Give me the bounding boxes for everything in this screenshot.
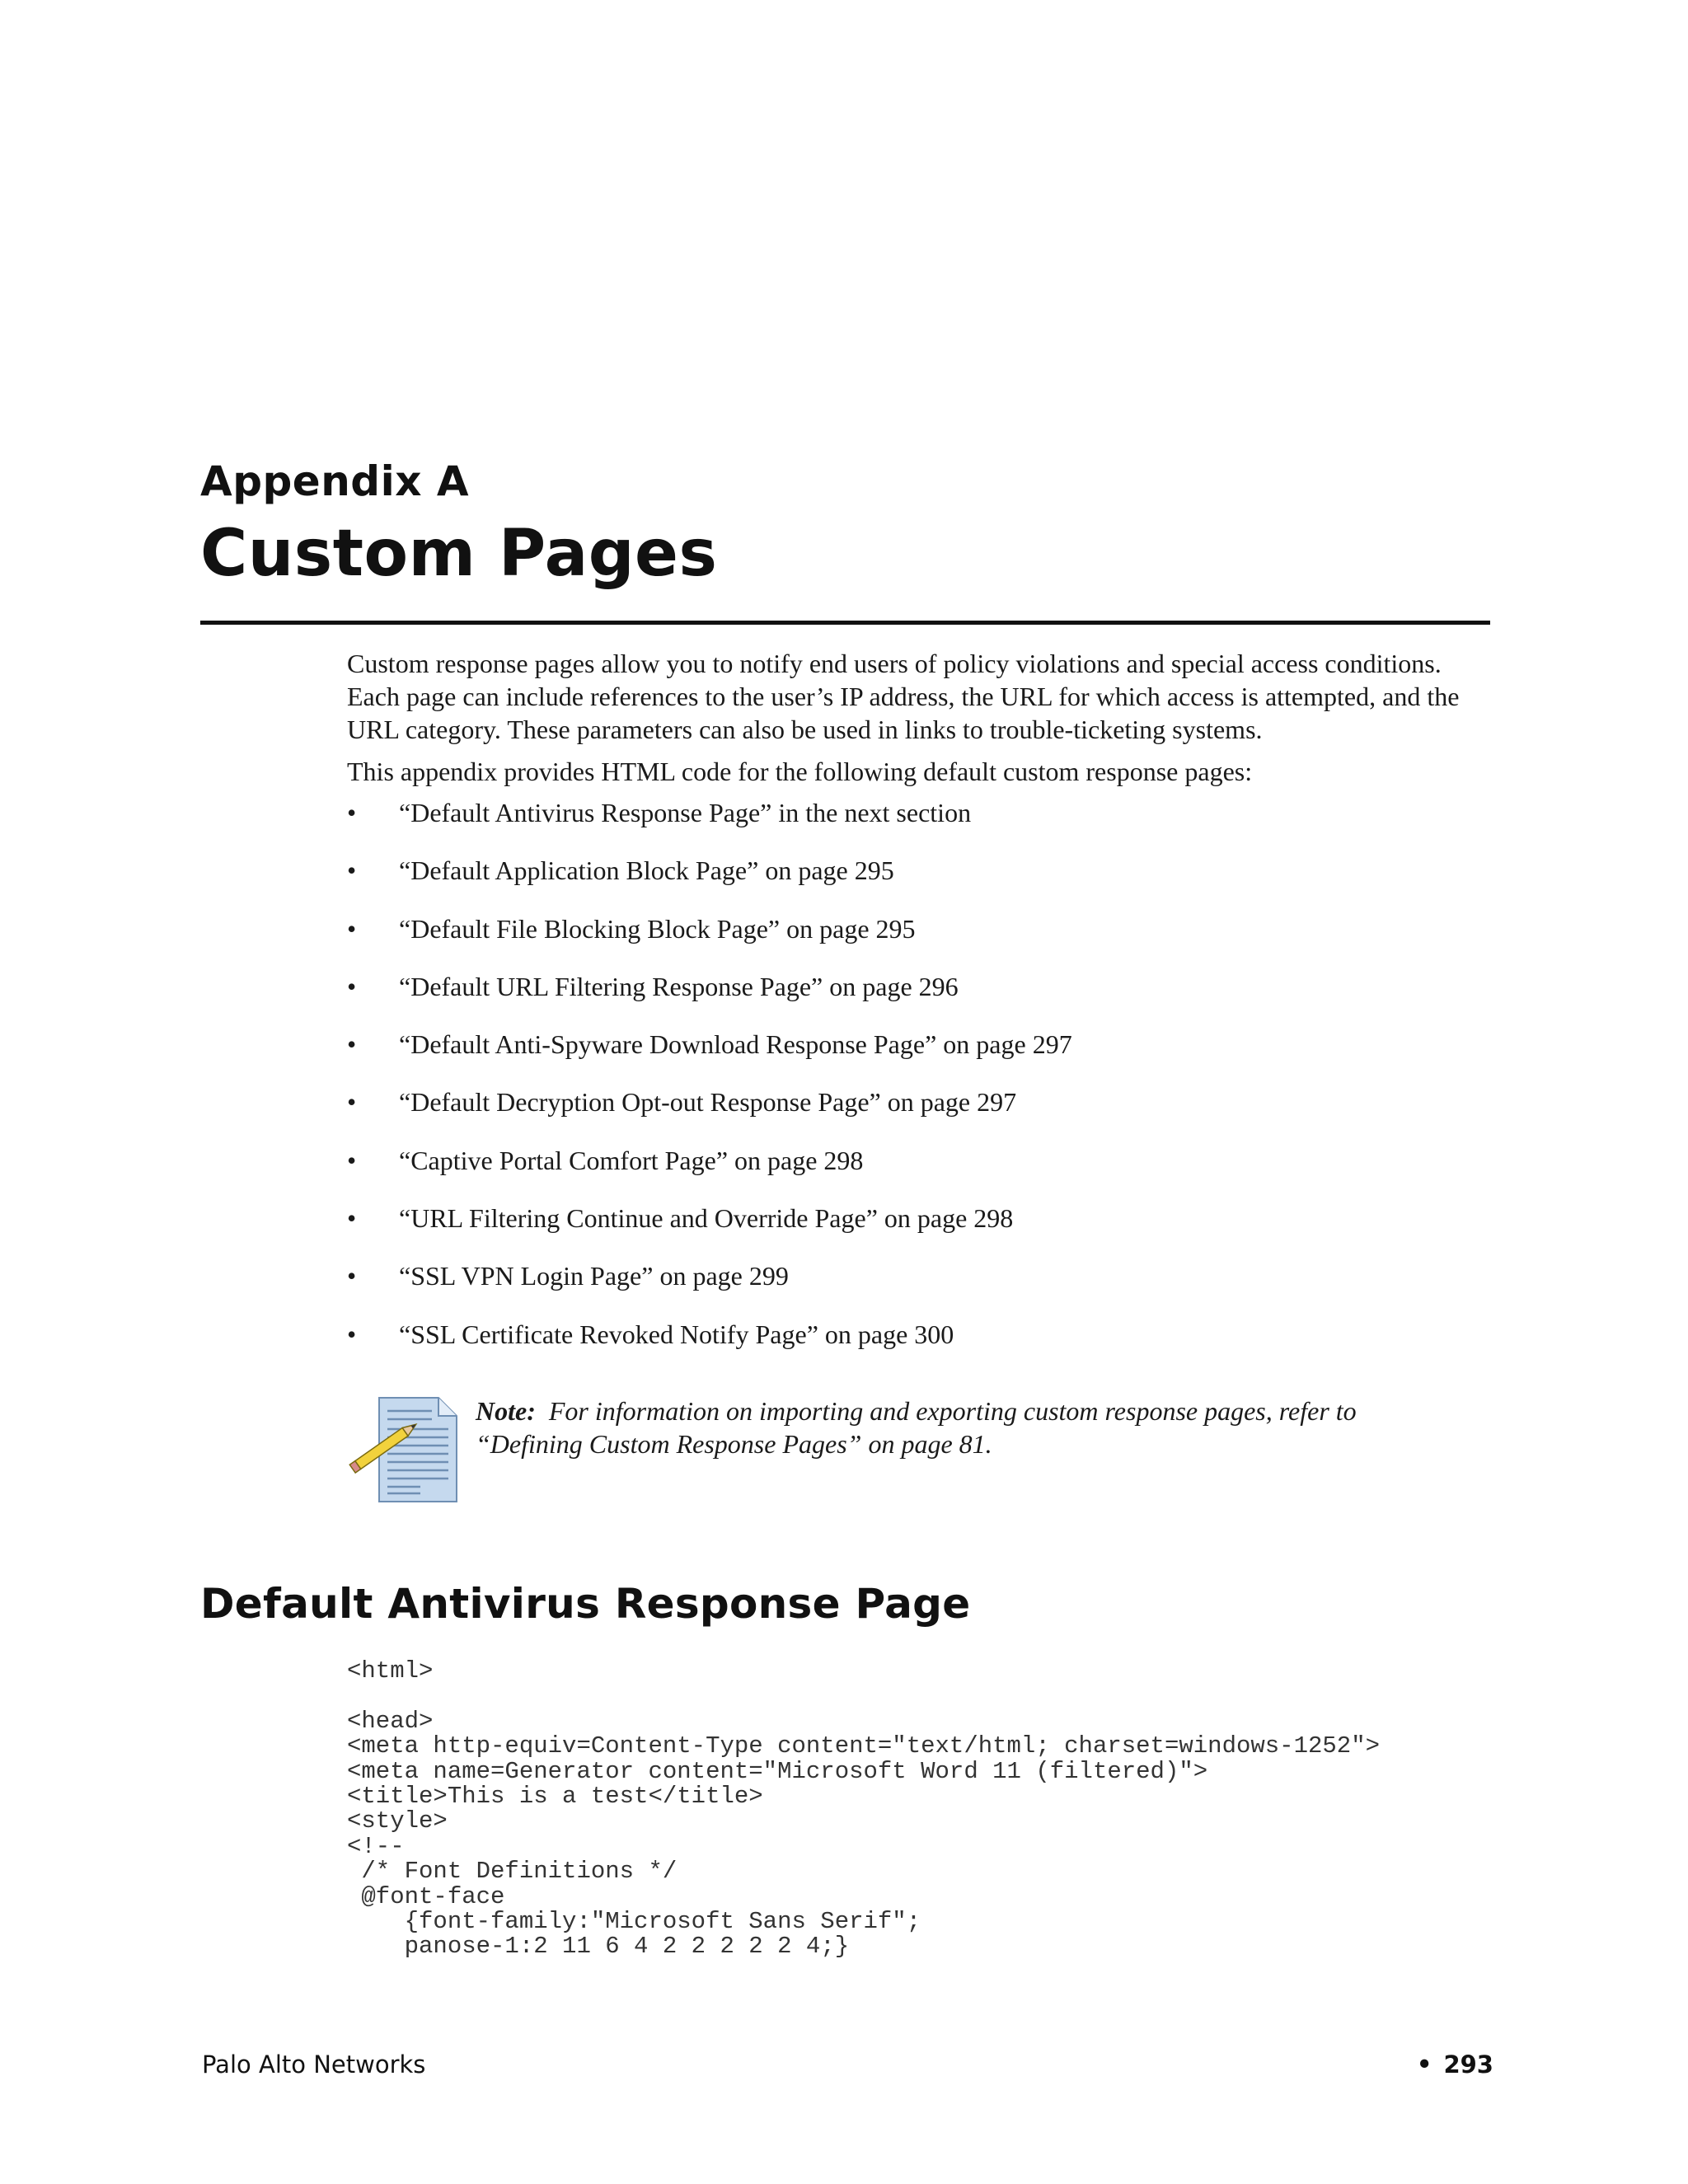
bullet-marker: • bbox=[347, 1145, 357, 1175]
intro-list-lead: This appendix provides HTML code for the following default custom response pages: bbox=[347, 757, 1253, 786]
footer-bullet: • bbox=[1416, 2050, 1432, 2079]
bullet-marker: • bbox=[347, 1087, 357, 1118]
appendix-label: Appendix A bbox=[200, 457, 470, 505]
list-item-text: “SSL VPN Login Page” on page 299 bbox=[399, 1261, 789, 1291]
list-item-text: “SSL Certificate Revoked Notify Page” on page 300 bbox=[399, 1319, 954, 1349]
code-line: <title>This is a test</title> bbox=[347, 1783, 763, 1811]
note-label: Note: bbox=[476, 1396, 536, 1426]
list-item-text: “Default File Blocking Block Page” on page 295 bbox=[399, 913, 916, 944]
bullet-marker: • bbox=[347, 1203, 357, 1234]
code-line: <head> bbox=[347, 1707, 434, 1735]
code-line: <style> bbox=[347, 1807, 448, 1835]
code-line: <html> bbox=[347, 1657, 434, 1685]
note-document-pencil-icon bbox=[346, 1394, 462, 1506]
bullet-marker: • bbox=[347, 855, 357, 886]
list-item-text: “Default URL Filtering Response Page” on page 296 bbox=[399, 971, 959, 1001]
bullet-marker: • bbox=[347, 1319, 357, 1349]
list-item-text: “Captive Portal Comfort Page” on page 298 bbox=[399, 1145, 864, 1175]
section-heading: Default Antivirus Response Page bbox=[200, 1580, 971, 1628]
chapter-title: Custom Pages bbox=[200, 517, 718, 591]
page-number: 293 bbox=[1443, 2050, 1493, 2079]
bullet-marker: • bbox=[347, 798, 357, 827]
list-item-text: “Default Decryption Opt-out Response Page” on page 297 bbox=[399, 1087, 1017, 1118]
list-item-text: “Default Antivirus Response Page” in the next section bbox=[399, 798, 972, 827]
bullet-marker: • bbox=[347, 1029, 357, 1060]
note-body: For information on importing and exporting custom response pages, refer to “Defining Custom Response Pages” on page 81. bbox=[476, 1396, 1357, 1459]
code-line: /* Font Definitions */ bbox=[347, 1858, 678, 1886]
code-line: <!-- bbox=[347, 1832, 405, 1860]
code-line: panose-1:2 11 6 4 2 2 2 2 2 4;} bbox=[347, 1933, 850, 1961]
code-line: @font-face bbox=[347, 1882, 505, 1910]
footer-page-number bbox=[1417, 2050, 1493, 2079]
list-item-text: “URL Filtering Continue and Override Page” on page 298 bbox=[399, 1203, 1014, 1234]
footer-company: Palo Alto Networks bbox=[202, 2050, 426, 2079]
bullet-marker: • bbox=[347, 1261, 357, 1291]
list-item-text: “Default Anti-Spyware Download Response Page” on page 297 bbox=[399, 1029, 1072, 1060]
intro-paragraph: Custom response pages allow you to notify end users of policy violations and special access conditions. Each page can include references to the user’s IP address, the URL for which access is attempted, and the URL category. These parameters can also be used in links to trouble-ticketing systems. bbox=[347, 649, 1460, 744]
bullet-marker: • bbox=[347, 971, 357, 1001]
title-rule bbox=[200, 621, 1490, 625]
note-callout bbox=[476, 1394, 1399, 1460]
bullet-marker: • bbox=[347, 913, 357, 944]
list-item-text: “Default Application Block Page” on page 295 bbox=[399, 855, 894, 886]
code-line: {font-family:"Microsoft Sans Serif"; bbox=[347, 1908, 921, 1936]
code-sample bbox=[347, 1659, 1380, 1960]
code-line: <meta name=Generator content="Microsoft Word 11 (filtered)"> bbox=[347, 1757, 1208, 1785]
code-line: <meta http-equiv=Content-Type content="text/html; charset=windows-1252"> bbox=[347, 1732, 1381, 1760]
